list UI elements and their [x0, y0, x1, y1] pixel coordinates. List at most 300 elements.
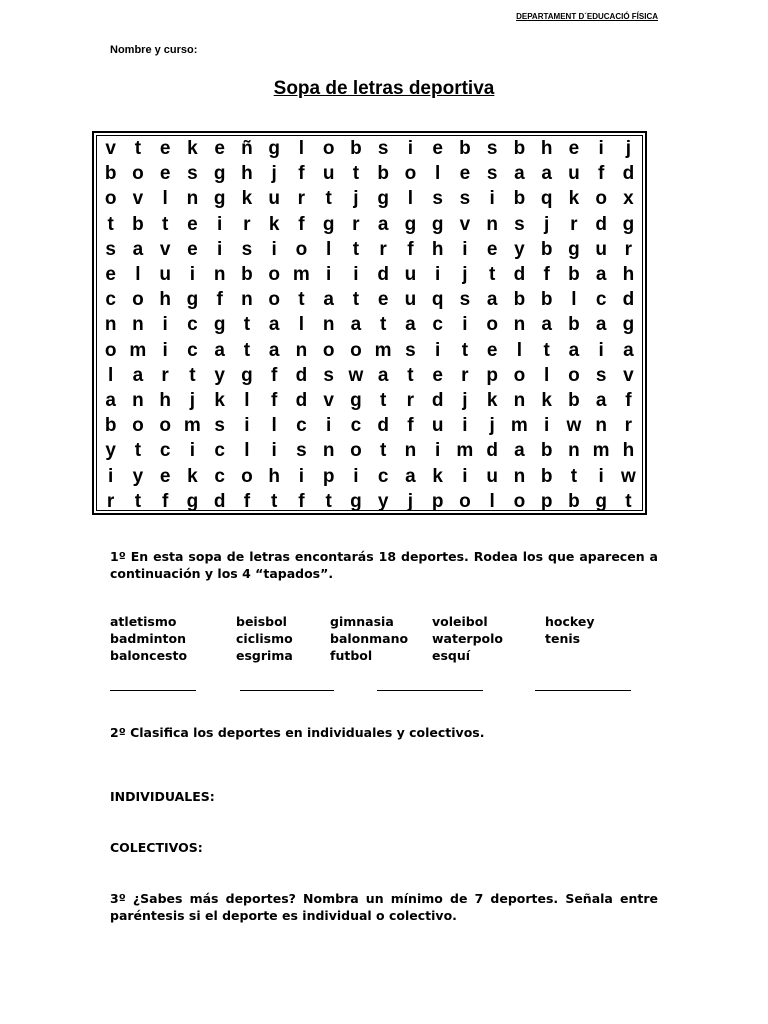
grid-letter: e — [377, 289, 389, 311]
grid-letter: h — [241, 163, 253, 185]
grid-letter: y — [514, 238, 525, 260]
grid-letter: g — [622, 213, 635, 235]
grid-letter: d — [622, 163, 635, 185]
grid-letter: i — [462, 314, 468, 336]
grid-letter: n — [104, 314, 117, 336]
sport-word: esgrima — [236, 648, 293, 663]
grid-letter: n — [132, 389, 144, 411]
grid-letter: i — [298, 465, 305, 487]
grid-letter: g — [568, 238, 580, 260]
grid-letter: t — [379, 389, 387, 411]
grid-letter: b — [513, 138, 526, 160]
grid-letter: k — [568, 188, 580, 210]
grid-letter: q — [431, 289, 444, 311]
grid-letter: a — [268, 339, 280, 361]
grid-letter: v — [323, 389, 334, 411]
grid-letter: s — [459, 289, 471, 311]
grid-row — [97, 161, 642, 186]
grid-letter: e — [432, 138, 443, 160]
grid-letter: g — [268, 138, 280, 160]
grid-letter: l — [271, 415, 277, 437]
grid-letter: b — [568, 314, 580, 336]
grid-letter: a — [595, 314, 607, 336]
grid-letter: t — [461, 339, 469, 361]
grid-letter: a — [514, 163, 525, 185]
grid-letter: r — [624, 415, 633, 437]
grid-letter: r — [406, 389, 415, 411]
grid-letter: g — [186, 289, 199, 311]
grid-letter: j — [353, 188, 359, 210]
grid-letter: t — [352, 289, 360, 311]
grid-letter: t — [379, 314, 387, 336]
grid-letter: t — [570, 465, 578, 487]
grid-letter: l — [434, 163, 441, 185]
grid-letter: w — [348, 364, 364, 386]
grid-letter: o — [132, 289, 144, 311]
grid-letter: u — [322, 163, 335, 185]
grid-letter: e — [432, 364, 443, 386]
grid-letter: l — [489, 490, 495, 512]
page-title: Sopa de letras deportiva — [273, 78, 495, 99]
grid-letter: n — [513, 389, 526, 411]
grid-letter: a — [541, 314, 552, 336]
grid-row — [97, 363, 642, 388]
grid-letter: e — [459, 163, 471, 185]
grid-letter: b — [377, 163, 389, 185]
grid-row — [97, 262, 642, 287]
grid-letter: v — [459, 213, 471, 235]
grid-letter: s — [514, 213, 525, 235]
grid-letter: o — [159, 415, 171, 437]
blank-line-4 — [535, 690, 631, 692]
grid-letter: l — [244, 389, 250, 411]
question-1: 1º En esta sopa de letras encontarás 18 deportes. Rodea los que aparecen a continuación y los 4 “tapados”. — [110, 549, 658, 581]
grid-letter: b — [540, 238, 553, 260]
grid-letter: f — [597, 163, 605, 185]
grid-letter: f — [407, 238, 414, 260]
grid-letter: g — [404, 213, 417, 235]
grid-letter: m — [456, 440, 474, 462]
grid-letter: t — [134, 138, 142, 160]
grid-letter: v — [623, 364, 634, 386]
word-search-grid — [92, 131, 647, 515]
grid-letter: j — [462, 264, 468, 286]
grid-letter: o — [513, 364, 526, 386]
grid-letter: c — [214, 465, 225, 487]
grid-letter: f — [161, 490, 169, 512]
grid-letter: n — [513, 465, 526, 487]
grid-letter: f — [216, 289, 223, 311]
grid-letter: r — [352, 213, 360, 235]
grid-letter: a — [514, 440, 525, 462]
grid-letter: o — [104, 188, 117, 210]
grid-letter: a — [595, 389, 607, 411]
grid-letter: k — [486, 389, 498, 411]
sport-word: balonmano — [330, 631, 409, 646]
question-2: 2º Clasifica los deportes en individuales y colectivos. — [110, 725, 485, 740]
grid-letter: i — [462, 238, 468, 260]
grid-letter: h — [159, 289, 171, 311]
sport-word: baloncesto — [110, 648, 188, 663]
grid-letter: c — [432, 314, 443, 336]
grid-letter: b — [540, 465, 553, 487]
grid-row — [97, 388, 642, 413]
grid-letter: m — [129, 339, 147, 361]
grid-letter: b — [540, 440, 553, 462]
grid-letter: y — [132, 465, 144, 487]
blank-line-2 — [240, 690, 334, 692]
grid-row — [97, 463, 642, 488]
grid-row — [97, 438, 642, 463]
grid-letter: r — [161, 364, 169, 386]
grid-letter: g — [350, 490, 362, 512]
grid-letter: r — [297, 188, 306, 210]
grid-letter: c — [296, 415, 307, 437]
grid-letter: e — [159, 138, 171, 160]
grid-letter: m — [592, 440, 610, 462]
grid-letter: b — [568, 389, 580, 411]
grid-letter: t — [325, 490, 332, 512]
grid-letter: i — [434, 339, 441, 361]
grid-letter: d — [513, 264, 526, 286]
grid-letter: o — [595, 188, 607, 210]
grid-letter: a — [268, 314, 280, 336]
grid-letter: y — [377, 490, 389, 512]
grid-letter: t — [189, 364, 196, 386]
grid-letter: f — [543, 264, 550, 286]
grid-letter: i — [543, 415, 550, 437]
grid-letter: o — [404, 163, 417, 185]
grid-letter: m — [374, 339, 392, 361]
grid-letter: i — [489, 188, 495, 210]
grid-letter: e — [214, 138, 225, 160]
grid-letter: i — [598, 465, 604, 487]
grid-letter: b — [459, 138, 471, 160]
grid-letter: c — [595, 289, 607, 311]
grid-letter: k — [268, 213, 280, 235]
grid-letter: v — [132, 188, 144, 210]
grid-letter: g — [213, 314, 226, 336]
grid-letter: d — [486, 440, 498, 462]
grid-letter: b — [104, 415, 117, 437]
grid-letter: t — [488, 264, 496, 286]
grid-letter: h — [159, 389, 171, 411]
grid-letter: t — [134, 490, 142, 512]
grid-letter: c — [159, 440, 171, 462]
grid-letter: t — [543, 339, 550, 361]
grid-letter: e — [486, 339, 498, 361]
grid-letter: j — [625, 138, 632, 160]
grid-letter: o — [350, 339, 362, 361]
grid-row — [97, 186, 642, 211]
grid-letter: n — [568, 440, 580, 462]
grid-letter: o — [459, 490, 471, 512]
grid-letter: p — [540, 490, 553, 512]
name-label: Nombre y curso: — [110, 44, 198, 56]
grid-letter: c — [377, 465, 389, 487]
grid-letter: a — [405, 314, 416, 336]
grid-letter: f — [243, 490, 251, 512]
grid-letter: j — [462, 389, 468, 411]
grid-letter: h — [268, 465, 280, 487]
grid-letter: i — [434, 440, 441, 462]
grid-letter: t — [379, 440, 387, 462]
grid-letter: u — [595, 238, 607, 260]
grid-letter: i — [216, 213, 223, 235]
grid-letter: r — [570, 213, 578, 235]
grid-letter: d — [431, 389, 444, 411]
sport-word: ciclismo — [236, 631, 293, 646]
grid-letter: i — [353, 465, 359, 487]
grid-letter: b — [241, 264, 253, 286]
grid-letter: l — [244, 440, 250, 462]
grid-letter: l — [298, 314, 305, 336]
grid-letter: k — [214, 389, 225, 411]
grid-letter: o — [486, 314, 498, 336]
grid-letter: n — [486, 213, 498, 235]
grid-letter: e — [159, 163, 171, 185]
grid-letter: b — [540, 289, 553, 311]
grid-letter: r — [243, 213, 251, 235]
grid-letter: o — [322, 339, 335, 361]
grid-letter: s — [486, 138, 498, 160]
grid-letter: a — [405, 465, 416, 487]
grid-letter: j — [271, 163, 277, 185]
grid-letter: f — [298, 163, 305, 185]
sport-word: atletismo — [110, 614, 177, 629]
grid-row — [97, 312, 642, 337]
grid-letter: k — [432, 465, 443, 487]
grid-letter: g — [350, 389, 362, 411]
grid-letter: v — [105, 138, 116, 160]
grid-letter: i — [462, 465, 468, 487]
grid-letter: a — [568, 339, 580, 361]
grid-letter: a — [105, 389, 116, 411]
grid-letter: d — [377, 415, 389, 437]
grid-letter: n — [132, 314, 144, 336]
grid-letter: d — [622, 289, 635, 311]
grid-letter: g — [241, 364, 253, 386]
grid-letter: g — [213, 163, 226, 185]
grid-letter: u — [268, 188, 280, 210]
grid-letter: d — [295, 389, 308, 411]
grid-letter: s — [105, 238, 116, 260]
grid-letter: b — [513, 289, 526, 311]
grid-letter: f — [625, 389, 632, 411]
grid-letter: d — [213, 490, 226, 512]
grid-letter: s — [459, 188, 471, 210]
grid-row — [97, 338, 642, 363]
grid-letter: o — [268, 289, 280, 311]
grid-letter: l — [298, 138, 305, 160]
grid-letter: t — [270, 490, 278, 512]
grid-letter: l — [571, 289, 577, 311]
grid-letter: a — [377, 213, 389, 235]
grid-letter: p — [431, 490, 444, 512]
grid-letter: n — [213, 264, 226, 286]
sport-word: badminton — [110, 631, 187, 646]
grid-letter: s — [432, 188, 443, 210]
grid-letter: s — [323, 364, 334, 386]
grid-letter: b — [568, 490, 580, 512]
grid-letter: t — [161, 213, 169, 235]
grid-letter: t — [352, 238, 360, 260]
grid-letter: l — [325, 238, 332, 260]
grid-letter: e — [568, 138, 580, 160]
sport-word: tenis — [545, 631, 581, 646]
grid-letter: u — [404, 264, 417, 286]
blank-line-1 — [110, 690, 196, 692]
grid-letter: a — [323, 289, 334, 311]
grid-letter: f — [407, 415, 414, 437]
grid-letter: l — [107, 364, 114, 386]
grid-letter: t — [298, 289, 305, 311]
grid-letter: l — [135, 264, 141, 286]
grid-letter: o — [241, 465, 253, 487]
grid-letter: d — [595, 213, 607, 235]
grid-letter: o — [268, 264, 280, 286]
grid-letter: k — [541, 389, 552, 411]
grid-letter: c — [187, 314, 198, 336]
grid-letter: c — [214, 440, 225, 462]
grid-letter: o — [568, 364, 580, 386]
grid-letter: o — [513, 490, 526, 512]
grid-letter: n — [322, 440, 335, 462]
grid-letter: c — [350, 415, 362, 437]
grid-letter: b — [568, 264, 580, 286]
grid-letter: u — [568, 163, 580, 185]
grid-letter: k — [187, 465, 198, 487]
grid-letter: i — [107, 465, 114, 487]
grid-letter: x — [623, 188, 634, 210]
grid-letter: j — [543, 213, 550, 235]
grid-letter: b — [132, 213, 144, 235]
colectivos-label: COLECTIVOS: — [110, 840, 203, 855]
grid-letter: i — [434, 264, 441, 286]
grid-letter: r — [106, 490, 115, 512]
grid-letter: i — [162, 339, 168, 361]
grid-letter: t — [107, 213, 114, 235]
grid-letter: n — [595, 415, 607, 437]
grid-letter: i — [244, 415, 250, 437]
grid-letter: a — [377, 364, 389, 386]
grid-letter: y — [105, 440, 116, 462]
grid-letter: m — [292, 264, 310, 286]
grid-letter: o — [350, 440, 362, 462]
grid-letter: h — [622, 440, 635, 462]
grid-letter: s — [187, 163, 198, 185]
grid-letter: i — [216, 238, 223, 260]
grid-letter: l — [407, 188, 414, 210]
grid-row — [97, 136, 642, 161]
grid-letter: n — [404, 440, 417, 462]
grid-letter: e — [486, 238, 498, 260]
sport-word: beisbol — [236, 614, 287, 629]
question-3: 3º ¿Sabes más deportes? Nombra un mínimo de 7 deportes. Señala entre paréntesis si el deporte es individual o colectivo. — [110, 891, 658, 923]
grid-letter: s — [296, 440, 307, 462]
grid-letter: p — [486, 364, 498, 386]
grid-letter: f — [270, 389, 278, 411]
grid-letter: a — [623, 339, 634, 361]
sport-word: esquí — [432, 648, 471, 663]
grid-letter: c — [105, 289, 116, 311]
department-header: DEPARTAMENT D´EDUCACIÓ FÍSICA — [516, 12, 658, 21]
grid-letter: t — [243, 314, 251, 336]
grid-letter: s — [486, 163, 498, 185]
grid-letter: i — [189, 264, 196, 286]
grid-letter: k — [241, 188, 253, 210]
grid-letter: c — [187, 339, 198, 361]
grid-letter: g — [595, 490, 607, 512]
grid-letter: l — [516, 339, 523, 361]
grid-letter: e — [159, 465, 171, 487]
grid-letter: v — [159, 238, 171, 260]
grid-letter: t — [352, 163, 360, 185]
grid-letter: i — [598, 138, 604, 160]
grid-letter: l — [162, 188, 168, 210]
grid-letter: i — [162, 314, 168, 336]
grid-letter: a — [132, 238, 144, 260]
grid-letter: b — [513, 188, 526, 210]
grid-letter: o — [132, 415, 144, 437]
grid-letter: i — [598, 339, 604, 361]
grid-letter: i — [462, 415, 468, 437]
grid-letter: w — [620, 465, 636, 487]
grid-letter: i — [325, 415, 332, 437]
grid-letter: n — [186, 188, 199, 210]
grid-letter: n — [295, 339, 308, 361]
grid-letter: s — [214, 415, 225, 437]
grid-letter: w — [566, 415, 582, 437]
grid-letter: u — [404, 289, 417, 311]
grid-letter: n — [241, 289, 253, 311]
grid-letter: t — [243, 339, 251, 361]
grid-letter: i — [325, 264, 332, 286]
grid-letter: s — [241, 238, 253, 260]
grid-letter: b — [350, 138, 362, 160]
sport-word: hockey — [545, 614, 595, 629]
grid-letter: s — [377, 138, 389, 160]
grid-letter: j — [407, 490, 414, 512]
grid-letter: s — [405, 339, 416, 361]
grid-letter: a — [214, 339, 225, 361]
grid-letter: r — [624, 238, 633, 260]
sport-word: futbol — [330, 648, 373, 663]
grid-row — [97, 287, 642, 312]
grid-letter: m — [183, 415, 201, 437]
grid-letter: q — [540, 188, 553, 210]
grid-letter: m — [510, 415, 528, 437]
grid-letter: a — [132, 364, 144, 386]
grid-row — [97, 489, 642, 514]
grid-row — [97, 413, 642, 438]
grid-letter: u — [486, 465, 498, 487]
grid-letter: k — [187, 138, 198, 160]
blank-line-3 — [377, 690, 483, 692]
grid-letter: o — [132, 163, 144, 185]
grid-letter: o — [104, 339, 117, 361]
grid-letter: r — [461, 364, 469, 386]
grid-letter: i — [407, 138, 414, 160]
grid-letter: f — [298, 490, 305, 512]
grid-letter: d — [295, 364, 308, 386]
grid-letter: j — [189, 389, 196, 411]
grid-letter: g — [322, 213, 335, 235]
sport-word: waterpolo — [432, 631, 504, 646]
grid-letter: s — [595, 364, 607, 386]
grid-letter: j — [489, 415, 495, 437]
grid-row — [97, 237, 642, 262]
